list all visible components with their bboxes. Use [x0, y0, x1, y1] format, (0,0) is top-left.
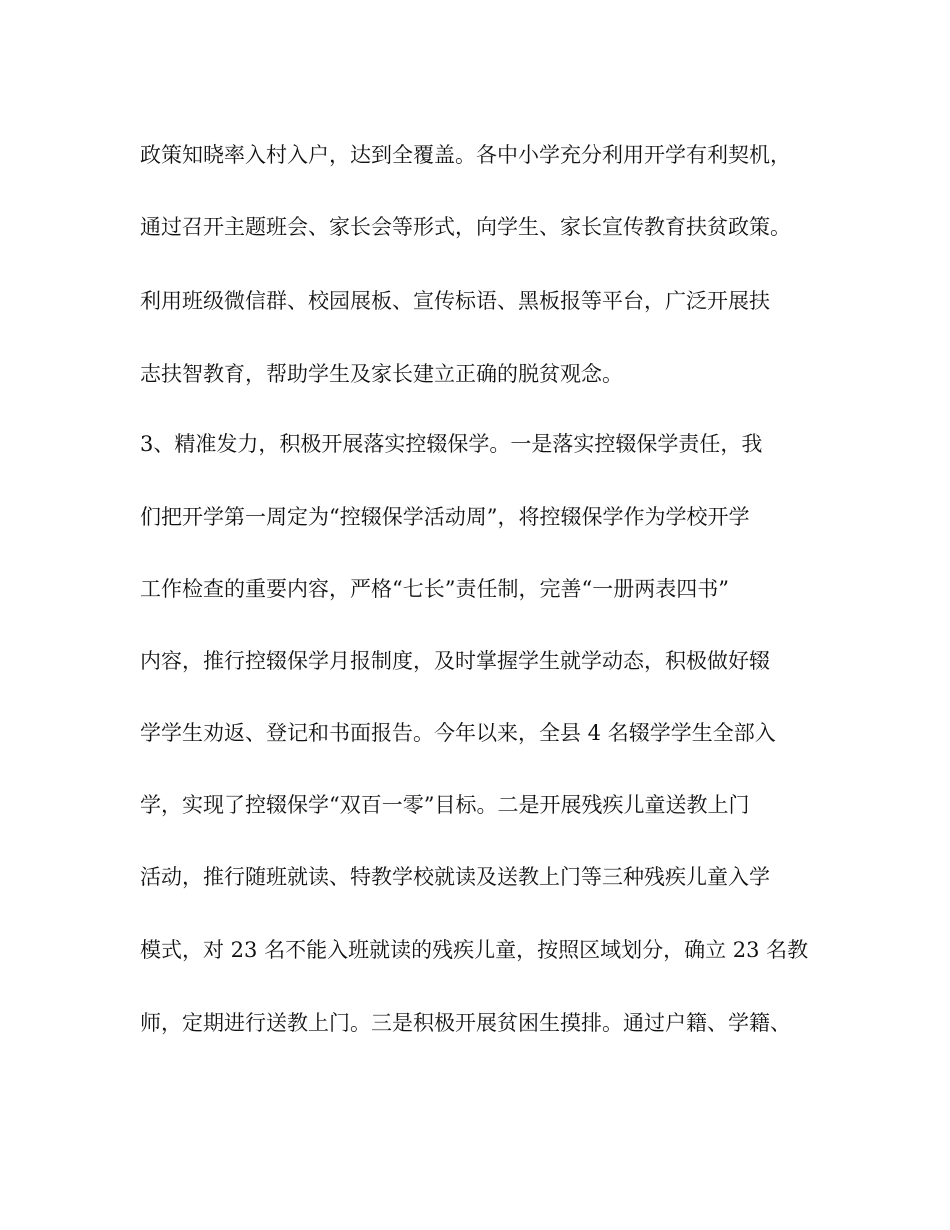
text-line-2: 通过召开主题班会、家长会等形式，向学生、家长宣传教育扶贫政策。: [140, 215, 791, 239]
text-line-4: 志扶智教育，帮助学生及家长建立正确的脱贫观念。: [140, 362, 623, 386]
text-line-10: 学，实现了控辍保学“双百一零”目标。二是开展残疾儿童送教上门: [140, 793, 750, 817]
text-line-11: 活动，推行随班就读、特教学校就读及送教上门等三种残疾儿童入学: [140, 865, 770, 889]
text-line-3: 利用班级微信群、校园展板、宣传标语、黑板报等平台，广泛开展扶: [140, 289, 770, 313]
text-line-8: 内容，推行控辍保学月报制度，及时掌握学生就学动态，积极做好辍: [140, 649, 770, 673]
text-line-6: 们把开学第一周定为“控辍保学活动周”，将控辍保学作为学校开学: [140, 505, 750, 529]
text-line-1: 政策知晓率入村入户，达到全覆盖。各中小学充分利用开学有利契机，: [140, 143, 791, 167]
text-line-13: 师，定期进行送教上门。三是积极开展贫困生摸排。通过户籍、学籍、: [140, 1011, 791, 1035]
text-line-9: 学学生劝返、登记和书面报告。今年以来，全县 4 名辍学学生全部入: [140, 721, 776, 745]
text-line-5: 3、精准发力，积极开展落实控辍保学。一是落实控辍保学责任，我: [140, 432, 763, 456]
text-line-12: 模式，对 23 名不能入班就读的残疾儿童，按照区域划分，确立 23 名教: [140, 938, 809, 962]
text-line-7: 工作检查的重要内容，严格“七长”责任制，完善“一册两表四书”: [140, 577, 729, 601]
